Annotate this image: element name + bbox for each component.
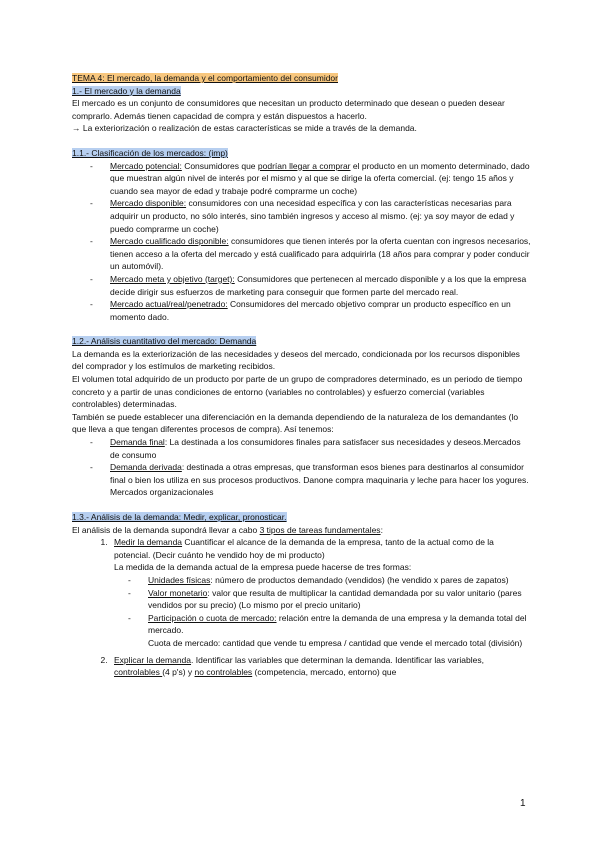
- demand-types-list: [72, 436, 532, 499]
- section-1-paragraph: El mercado es un conjunto de consumidores que necesitan un producto determinado que desean o pueden desear comprarlo. Además tienen capacidad de compra y están dispuestos a hacerlo.: [72, 98, 505, 121]
- market-types-list: [72, 160, 532, 324]
- cuota-paragraph: Cuota de mercado: cantidad que vende tu empresa / cantidad que vende el mercado total (división): [148, 637, 523, 648]
- list-item: - Mercado meta y objetivo (target): Consumidores que pertenecen al mercado disponible y a los que la empresa decide dirigir sus esfuerzos de marketing para conseguir que formen parte del mercado real.: [110, 273, 532, 298]
- demand-tasks-list: [72, 536, 532, 679]
- section-1-2-heading: 1.2.- Análisis cuantitativo del mercado: Demanda: [72, 336, 257, 347]
- list-item: - Demanda derivada: destinada a otras empresas, que transforman esos bienes para destinarlos al consumidor final o bien los utiliza en sus procesos productivos. Danone compra maquinaria y leche para hacer los yogures. Mercados organizacionales: [110, 461, 532, 499]
- list-item: - Mercado cualificado disponible: consumidores que tienen interés por la oferta cuentan con ingresos necesarios, tienen acceso a la oferta del mercado y está cualificado para adquirirla (18 años para comprar y poder conducir un automóvil).: [110, 235, 532, 273]
- document-title: TEMA 4: El mercado, la demanda y el comportamiento del consumidor: [72, 73, 338, 83]
- section-1-2-paragraph-3: También se puede establecer una diferenciación en la demanda dependiendo de la naturaleza de los demandantes (lo que lleva a que tengan diferentes procesos de compra). Así tenemos:: [72, 411, 519, 435]
- list-item: - Mercado actual/real/penetrado: Consumidores del mercado objetivo comprar un producto específico en un momento dado.: [110, 298, 532, 323]
- list-item: - Unidades físicas: número de productos demandado (vendidos) (he vendido x pares de zapatos): [148, 574, 532, 587]
- list-item: - Mercado potencial: Consumidores que podrían llegar a comprar el producto en un momento determinado, dado que muestran algún nivel de interés por el mismo y al que se dirige la oferta comercial. (ej: tengo 15 años y cuando sea mayor de edad y trabaje podré comprarme un coche): [110, 160, 532, 198]
- page-number: 1: [520, 798, 526, 809]
- section-1-2-paragraph-1: La demanda es la exteriorización de las necesidades y deseos del mercado, condicionada por los recursos disponibles del comprador y los estímulos de marketing recibidos.: [72, 348, 520, 372]
- measure-forms-list: [114, 574, 532, 650]
- section-1-heading: 1.- El mercado y la demanda: [72, 85, 181, 96]
- list-item: 1. Medir la demanda Cuantificar el alcance de la demanda de la empresa, tanto de la actual como de la potencial. (Decir cuánto he vendido hoy de mi producto) La medida de la demanda actual de la empresa puede hacerse de tres formas: - Unidades físicas: número de productos demandado (vendidos) (he vendido x pares de zapatos) - Valor monetario: valor que resulta de multiplicar la cantidad demandada por su valor unitario (pares vendidos por su precio) (Lo mismo por el precio unitario) - Participación o cuota de mercado: relación entre la demanda de una empresa y la demanda total del mercado. Cuota de mercado: cantidad que vende tu empresa / cantidad que vende el mercado total (división): [110, 536, 532, 649]
- list-item: - Mercado disponible: consumidores con una necesidad específica y con las características necesarias para adquirir un producto, no sólo interés, sino también ingresos y acceso al mismo. (ej: ya soy mayor de edad y puedo comprarme un coche): [110, 197, 532, 235]
- section-1-2-paragraph-2: El volumen total adquirido de un producto por parte de un grupo de compradores determinado, es un periodo de tiempo concreto y a partir de unas condiciones de entorno (variables no controlables) y esfuerzo comercial (variables controlables) determinadas.: [72, 374, 523, 410]
- section-1-1-heading: 1.1.- Clasificación de los mercados: (imp): [72, 147, 228, 158]
- section-1-3-intro: El análisis de la demanda supondrá llevar a cabo 3 tipos de tareas fundamentales:: [72, 524, 383, 535]
- list-item: - Valor monetario: valor que resulta de multiplicar la cantidad demandada por su valor unitario (pares vendidos por su precio) (Lo mismo por el precio unitario): [148, 587, 532, 612]
- section-1-arrow-paragraph: → La exteriorización o realización de estas características se mide a través de la demanda.: [72, 123, 417, 134]
- document-page: [72, 72, 532, 679]
- list-item: - Participación o cuota de mercado: relación entre la demanda de una empresa y la demanda total del mercado. Cuota de mercado: cantidad que vende tu empresa / cantidad que vende el mercado total (división): [148, 612, 532, 650]
- list-item: - Demanda final: La destinada a los consumidores finales para satisfacer sus necesidades y deseos.Mercados de consumo: [110, 436, 532, 461]
- measure-intro: La medida de la demanda actual de la empresa puede hacerse de tres formas:: [114, 562, 412, 573]
- list-item: 2. Explicar la demanda. Identificar las variables que determinan la demanda. Identificar las variables, controlables (4 p's) y no controlables (competencia, mercado, entorno) que: [110, 654, 532, 679]
- section-1-3-heading: 1.3.- Análisis de la demanda: Medir, explicar, pronosticar.: [72, 512, 287, 522]
